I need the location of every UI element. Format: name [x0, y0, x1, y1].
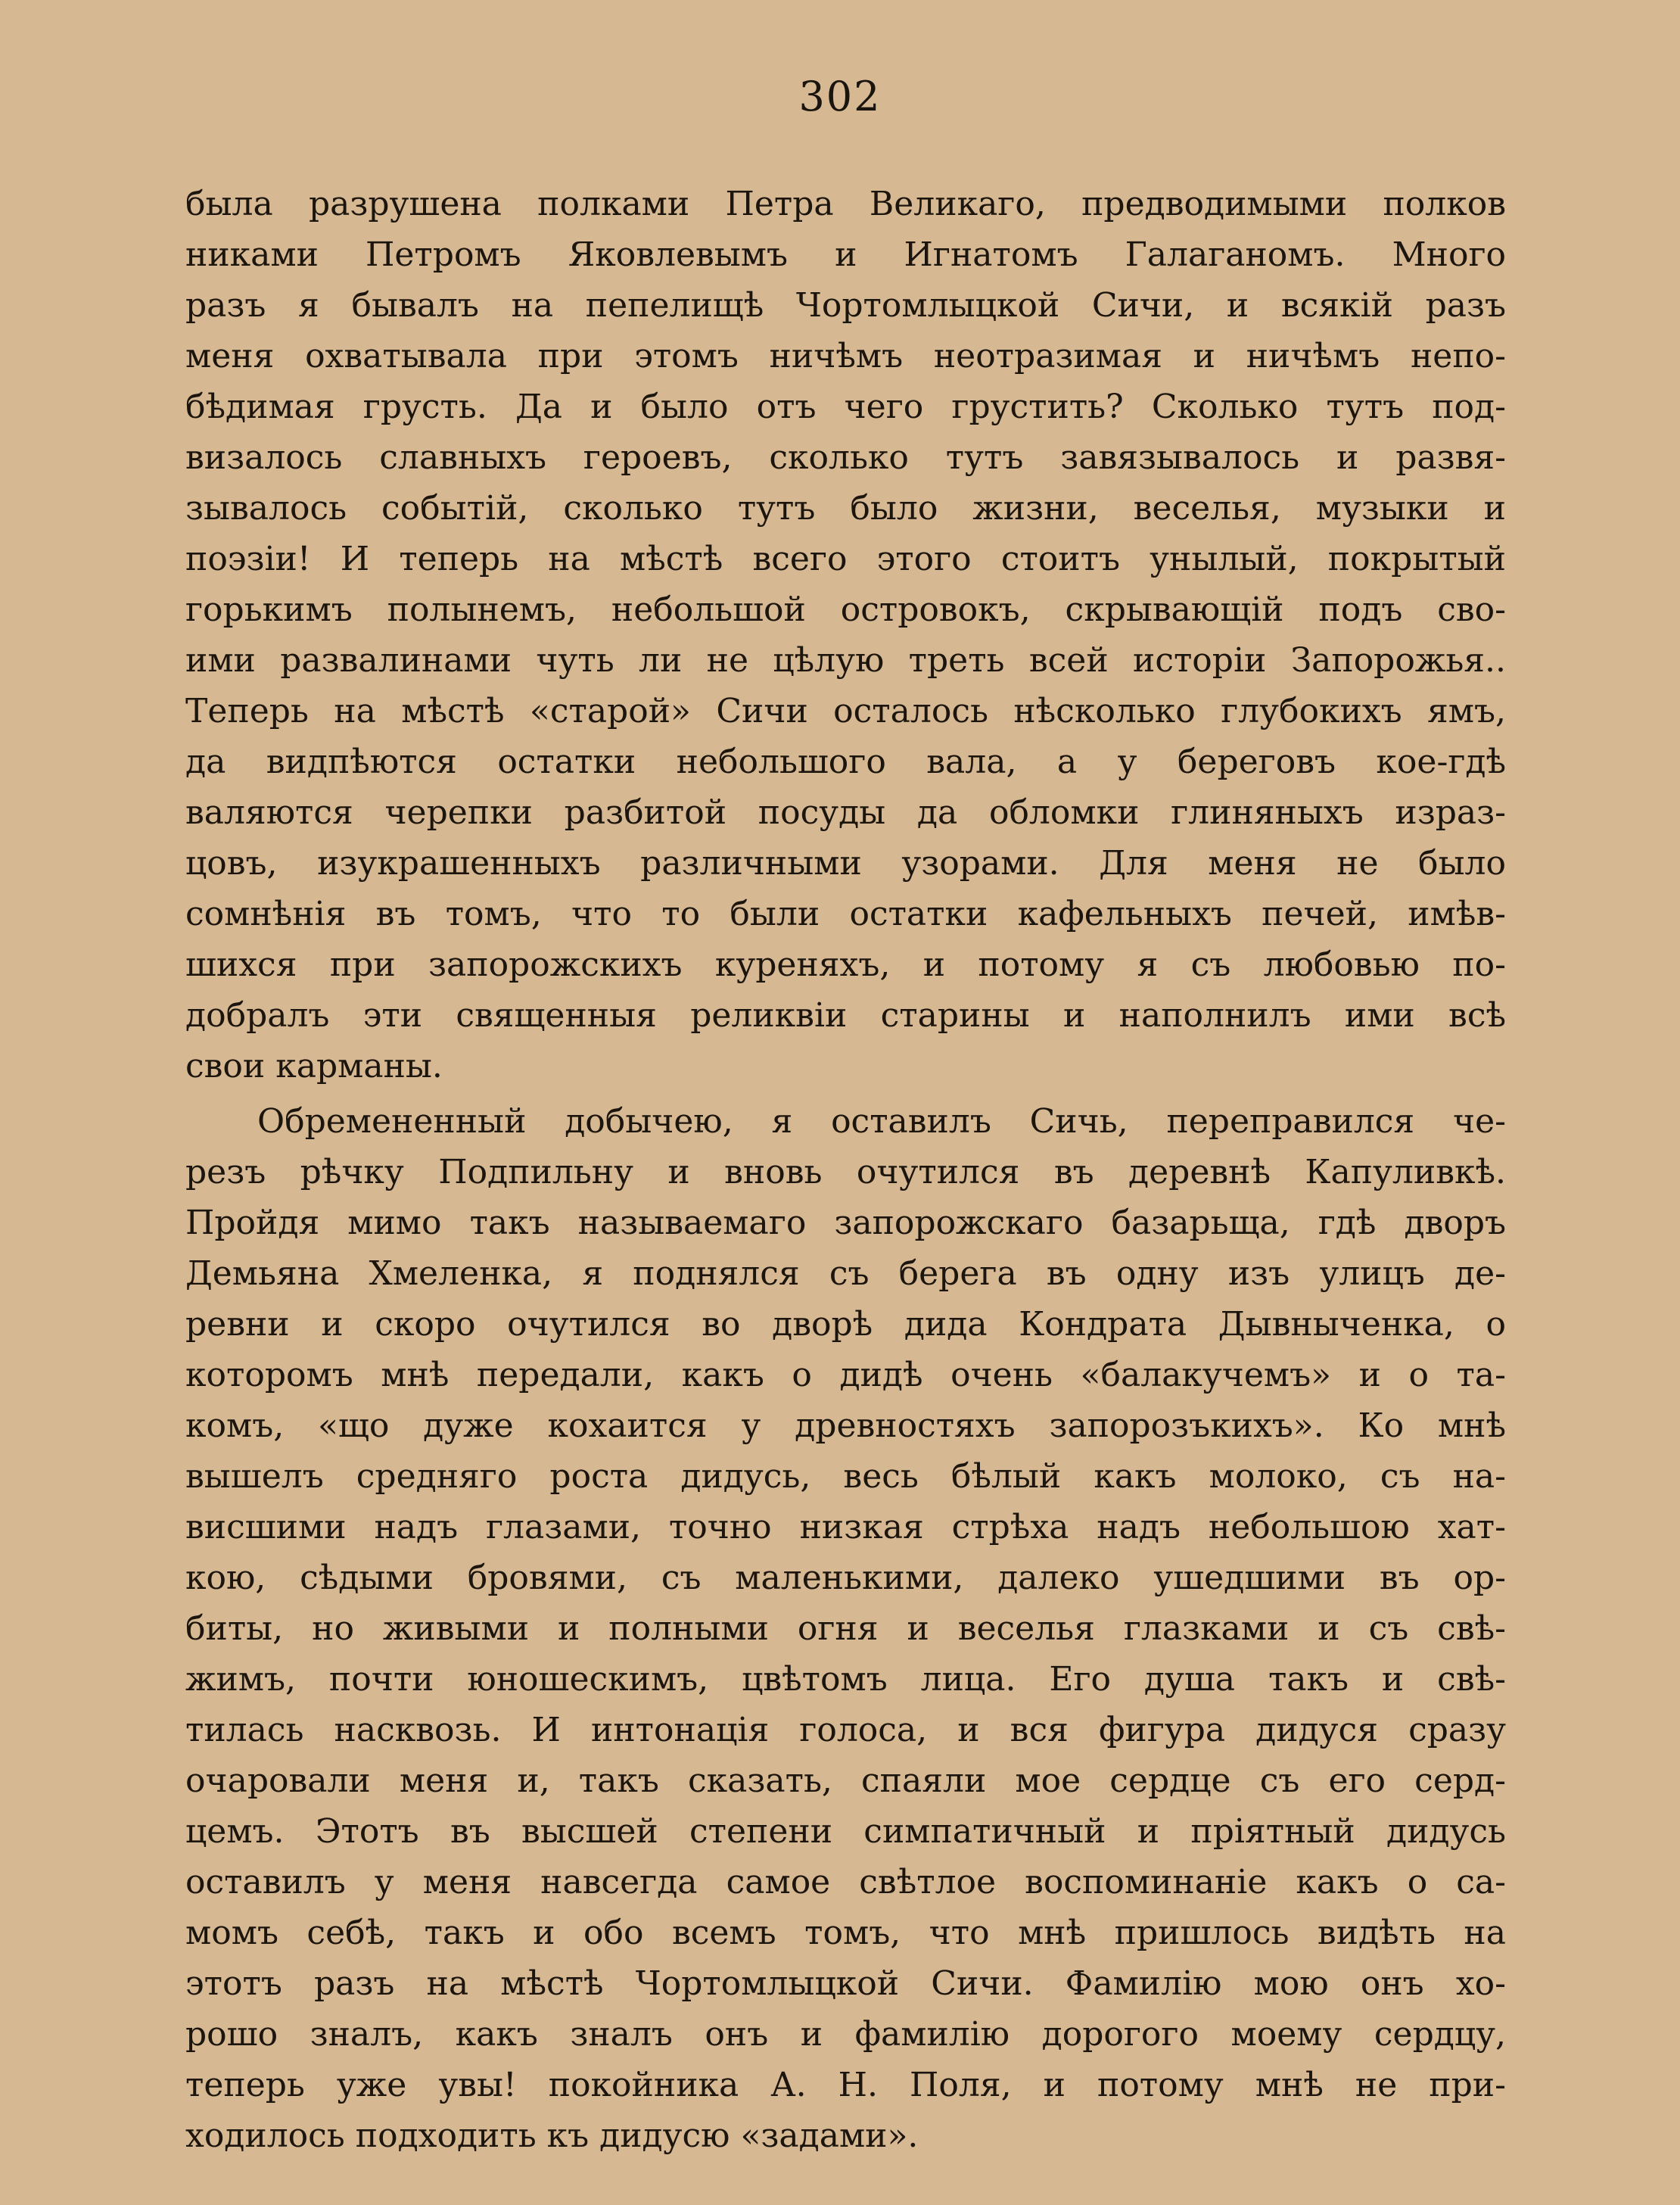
text-line: Обремененный добычею, я оставилъ Сичь, переправился че- [257, 1102, 1506, 1141]
text-line: Демьяна Хмеленка, я поднялся съ берега въ одну изъ улицъ де- [185, 1254, 1506, 1293]
text-line: валяются черепки разбитой посуды да обломки глиняныхъ израз- [185, 793, 1506, 832]
text-line: никами Петромъ Яковлевымъ и Игнатомъ Галаганомъ. Много [185, 235, 1506, 274]
text-line: вышелъ средняго роста дидусь, весь бѣлый какъ молоко, съ на- [185, 1457, 1506, 1496]
text-line: тилась насквозь. И интонація голоса, и вся фигура дидуся сразу [185, 1711, 1506, 1749]
text-line: момъ себѣ, такъ и обо всемъ томъ, что мнѣ пришлось видѣть на [185, 1914, 1506, 1952]
text-line: поэзіи! И теперь на мѣстѣ всего этого стоитъ унылый, покрытый [185, 540, 1506, 578]
text-line: шихся при запорожскихъ куреняхъ, и потому я съ любовью по- [185, 945, 1506, 984]
text-line: добралъ эти священныя реликвіи старины и наполнилъ ими всѣ [185, 996, 1506, 1035]
text-line: оставилъ у меня навсегда самое свѣтлое воспоминаніе какъ о са- [185, 1863, 1506, 1901]
text-line: меня охватывала при этомъ ничѣмъ неотразимая и ничѣмъ непо- [185, 337, 1506, 375]
text-line: которомъ мнѣ передали, какъ о дидѣ очень «балакучемъ» и о та- [185, 1356, 1506, 1394]
page-number: 302 [798, 73, 882, 120]
text-line: висшими надъ глазами, точно низкая стрѣха надъ небольшою хат- [185, 1508, 1506, 1546]
text-line: очаровали меня и, такъ сказать, спаяли мое сердце съ его серд- [185, 1761, 1506, 1800]
text-line: жимъ, почти юношескимъ, цвѣтомъ лица. Его душа такъ и свѣ- [185, 1660, 1506, 1699]
text-line: зывалось событій, сколько тутъ было жизни, веселья, музыки и [185, 489, 1506, 528]
text-line: визалось славныхъ героевъ, сколько тутъ завязывалось и развя- [185, 438, 1506, 477]
paragraph-2 [185, 1096, 1506, 2161]
text-line: горькимъ полынемъ, небольшой островокъ, скрывающій подъ сво- [185, 590, 1506, 629]
paragraph-1 [185, 179, 1506, 1092]
text-line: свои карманы. [185, 1047, 443, 1085]
text-line: Теперь на мѣстѣ «старой» Сичи осталось нѣсколько глубокихъ ямъ, [185, 692, 1506, 730]
text-line: да видпѣются остатки небольшого вала, а у береговъ кое-гдѣ [185, 743, 1506, 781]
text-line: бѣдимая грусть. Да и было отъ чего грустить? Сколько тутъ под- [185, 388, 1506, 426]
text-line: ими развалинами чуть ли не цѣлую треть всей исторіи Запорожья.. [185, 641, 1506, 680]
text-line: биты, но живыми и полными огня и веселья глазками и съ свѣ- [185, 1609, 1506, 1648]
text-line: ревни и скоро очутился во дворѣ дида Кондрата Дывныченка, о [185, 1305, 1506, 1344]
text-line: резъ рѣчку Подпильну и вновь очутился въ деревнѣ Капуливкѣ. [185, 1153, 1506, 1191]
text-line: рошо зналъ, какъ зналъ онъ и фамилію дорогого моему сердцу, [185, 2015, 1506, 2054]
text-line: комъ, «що дуже кохаится у древностяхъ запорозъкихъ». Ко мнѣ [185, 1406, 1506, 1445]
text-line: сомнѣнія въ томъ, что то были остатки кафельныхъ печей, имѣв- [185, 895, 1506, 933]
text-line: цемъ. Этотъ въ высшей степени симпатичный и пріятный дидусь [185, 1812, 1506, 1851]
text-line: была разрушена полками Петра Великаго, предводимыми полков [185, 185, 1506, 223]
text-line: теперь уже увы! покойника А. Н. Поля, и потому мнѣ не при- [185, 2066, 1506, 2104]
text-line: разъ я бывалъ на пепелищѣ Чортомлыцкой Сичи, и всякій разъ [185, 286, 1506, 325]
text-line: этотъ разъ на мѣстѣ Чортомлыцкой Сичи. Фамилію мою онъ хо- [185, 1964, 1506, 2003]
text-line: ходилось подходить къ дидусю «задами». [185, 2116, 919, 2155]
text-line: кою, сѣдыми бровями, съ маленькими, далеко ушедшими въ ор- [185, 1559, 1506, 1597]
body-text [185, 179, 1506, 2161]
text-line: цовъ, изукрашенныхъ различными узорами. Для меня не было [185, 844, 1506, 883]
text-line: Пройдя мимо такъ называемаго запорожскаго базарьща, гдѣ дворъ [185, 1204, 1506, 1242]
